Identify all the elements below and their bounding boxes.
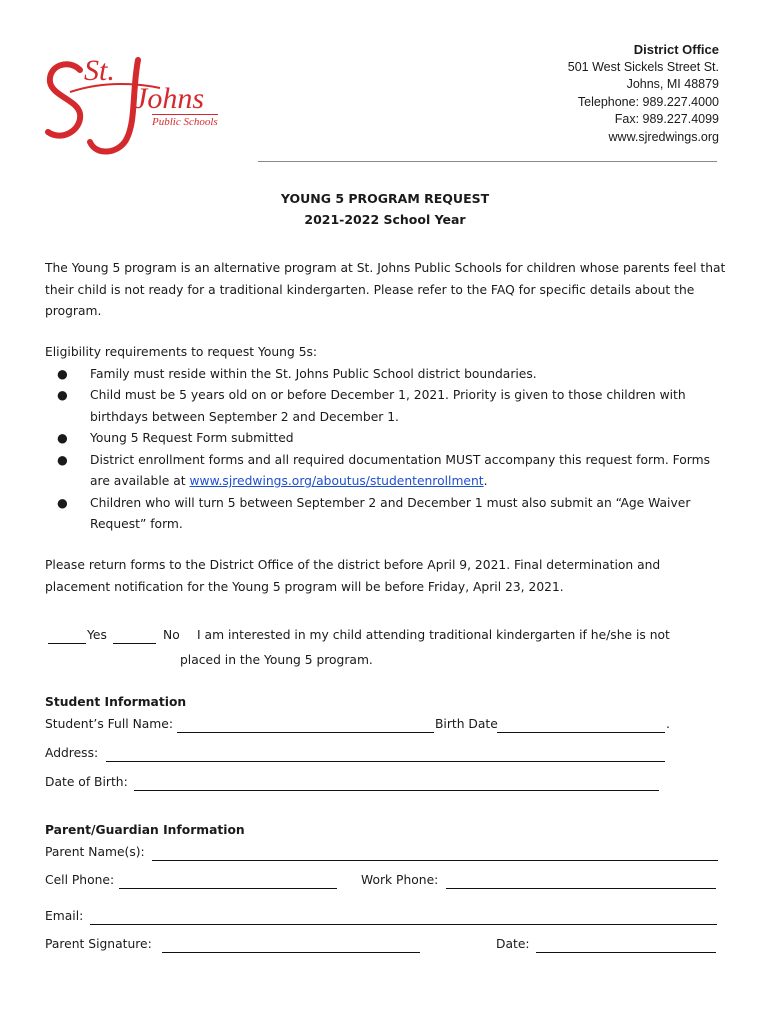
logo-text-schools: Public Schools: [152, 116, 218, 128]
list-item: ● Children who will turn 5 between September 2 and December 1 must also submit an “Age Waiver Request” form.: [57, 493, 725, 536]
return-instructions: Please return forms to the District Office of the district before April 9, 2021. Final determination and placement notification for the Young 5 program will be before Friday, April 23, 2021.: [45, 558, 661, 594]
yes-blank[interactable]: [48, 643, 86, 644]
list-item: ● Young 5 Request Form submitted: [57, 428, 725, 450]
telephone-line: Telephone: 989.227.4000: [577, 94, 719, 109]
intro-paragraph: The Young 5 program is an alternative program at St. Johns Public Schools for children whose parents feel that their child is not ready for a traditional kindergarten. Please refer to the FAQ for specific details about the program.: [45, 261, 726, 318]
list-item: ● District enrollment forms and all required documentation MUST accompany this request form. Forms are available at www.sjredwings.org/aboutus/studentenrollment.: [57, 450, 725, 493]
logo-text-johns: Johns: [134, 82, 204, 115]
dob-label: Date of Birth:: [45, 775, 128, 789]
work-phone-label: Work Phone:: [361, 873, 439, 887]
enrollment-link[interactable]: www.sjredwings.org/aboutus/studentenrollment: [189, 474, 484, 488]
office-title: District Office: [633, 42, 719, 57]
fax-line: Fax: 989.227.4099: [614, 112, 719, 127]
interest-statement: I am interested in my child attending traditional kindergarten if he/she is not: [197, 628, 670, 642]
date-label: Date:: [496, 937, 530, 951]
interest-statement-cont: placed in the Young 5 program.: [180, 653, 373, 667]
list-item: ● Child must be 5 years old on or before December 1, 2021. Priority is given to those children with birthdays between September 2 and December 1.: [57, 385, 725, 428]
email-field[interactable]: [90, 924, 717, 925]
website-line: www.sjredwings.org: [608, 129, 719, 144]
address-field[interactable]: [106, 761, 665, 762]
student-info-heading: Student Information: [45, 695, 187, 709]
document-title: YOUNG 5 PROGRAM REQUEST: [280, 191, 490, 206]
bullet-icon: ●: [57, 388, 68, 402]
bullet-icon: ●: [57, 431, 68, 445]
eligibility-list: [57, 364, 725, 536]
no-label: No: [163, 628, 180, 642]
bullet-icon: ●: [57, 495, 68, 510]
logo-text-st: St.: [84, 54, 115, 87]
birth-date-field[interactable]: [497, 732, 665, 733]
date-field[interactable]: [536, 952, 716, 953]
parent-names-field[interactable]: [152, 860, 718, 861]
address-line: 501 West Sickels Street St.: [567, 59, 719, 74]
email-label: Email:: [45, 909, 84, 923]
bullet-icon: ●: [57, 452, 68, 467]
header-divider: [258, 161, 717, 162]
cell-phone-label: Cell Phone:: [45, 873, 115, 887]
no-blank[interactable]: [113, 643, 156, 644]
student-name-field[interactable]: [177, 732, 434, 733]
document-subtitle: 2021-2022 School Year: [304, 212, 466, 227]
district-address: [568, 41, 719, 147]
birth-date-period: .: [666, 717, 670, 731]
bullet-icon: ●: [57, 366, 68, 381]
eligibility-heading: Eligibility requirements to request Young 5s:: [45, 345, 318, 359]
signature-field[interactable]: [162, 952, 420, 953]
parent-info-heading: Parent/Guardian Information: [45, 823, 245, 837]
cell-phone-field[interactable]: [119, 888, 337, 889]
list-item: ● Family must reside within the St. Johns Public School district boundaries.: [57, 364, 725, 386]
yes-label: Yes: [87, 628, 107, 642]
parent-names-label: Parent Name(s):: [45, 845, 145, 859]
address-label: Address:: [45, 746, 99, 760]
work-phone-field[interactable]: [446, 888, 716, 889]
district-logo: [40, 52, 235, 162]
dob-field[interactable]: [134, 790, 659, 791]
birth-date-label: Birth Date: [435, 717, 498, 731]
student-name-label: Student’s Full Name:: [45, 717, 173, 731]
address-line: Johns, MI 48879: [626, 77, 719, 92]
eligibility-section: [45, 342, 725, 536]
signature-label: Parent Signature:: [45, 937, 152, 951]
